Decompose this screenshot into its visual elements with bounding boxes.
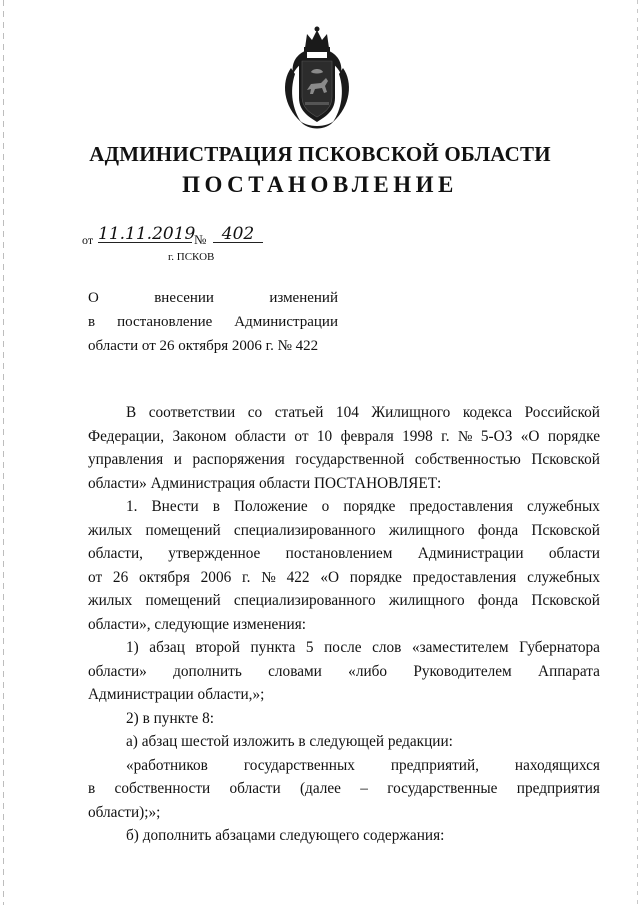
word: 104 — [335, 404, 359, 421]
body-line: 2) в пункте 8: — [126, 709, 215, 727]
word: утвержденное — [168, 545, 261, 562]
word: Законом — [172, 427, 227, 445]
word: «работников — [126, 756, 208, 774]
word: государственных — [243, 756, 355, 774]
word: со — [247, 404, 263, 421]
body-line — [88, 448, 600, 472]
word: жилых — [88, 592, 133, 609]
number-sign: № — [194, 232, 207, 247]
document-date: 11.11.2019 — [98, 224, 196, 244]
word: дополнить — [173, 662, 242, 680]
word: жилых — [88, 521, 133, 539]
word: жилищного — [388, 592, 465, 609]
word: 5 — [305, 639, 314, 656]
word: 5-ОЗ — [480, 427, 513, 445]
body-line: области» Администрация области ПОСТАНОВЛЯЕТ: — [88, 474, 442, 492]
word: Положение — [233, 498, 308, 515]
word: внесении — [154, 290, 214, 306]
from-label: от — [82, 233, 94, 247]
body-line — [88, 519, 600, 543]
word: (далее — [299, 780, 341, 797]
word: помещений — [145, 592, 221, 609]
word: 1) — [126, 639, 139, 656]
body-line — [88, 589, 600, 613]
word: Внести — [151, 498, 199, 515]
document-number: 402 — [213, 224, 263, 243]
word: от — [294, 427, 309, 445]
word: предприятий, — [390, 756, 479, 774]
word: слов — [372, 639, 402, 656]
word: служебных — [527, 568, 600, 586]
word: Российской — [524, 404, 600, 421]
word: постановлением — [285, 545, 393, 562]
word: «О — [520, 427, 540, 445]
word: 10 — [316, 427, 333, 445]
document-body — [88, 401, 600, 848]
word: Аппарата — [538, 662, 600, 680]
word: после — [324, 639, 362, 656]
organization-title: АДМИНИСТРАЦИЯ ПСКОВСКОЙ ОБЛАСТИ — [89, 142, 551, 166]
body-line — [88, 777, 600, 801]
coat-of-arms-icon — [277, 26, 357, 130]
body-line: б) дополнить абзацами следующего содержания: — [126, 827, 445, 844]
word: г. — [441, 427, 450, 445]
date-number-line — [82, 224, 282, 250]
word: февраля — [340, 427, 394, 445]
word: соответствии — [148, 404, 236, 421]
word: Жилищного — [371, 404, 451, 421]
word: № — [261, 568, 276, 586]
word: области» — [88, 662, 147, 680]
word: фонда — [477, 521, 519, 539]
word: государственные — [387, 780, 498, 797]
subject-line — [88, 286, 338, 310]
scan-edge-right — [637, 0, 638, 905]
word: области — [234, 427, 286, 445]
body-line — [88, 425, 600, 449]
word: «О — [320, 568, 340, 586]
subject-line: области от 26 октября 2006 г. № 422 — [88, 338, 319, 354]
word: – — [360, 780, 368, 797]
word: г. — [242, 568, 251, 586]
word: 26 — [112, 568, 129, 586]
word: Федерации, — [88, 427, 165, 445]
body-line — [88, 495, 600, 519]
word: статьей — [274, 404, 324, 421]
word: управления — [88, 451, 164, 468]
word: предоставления — [412, 568, 517, 586]
word: порядке — [343, 498, 396, 515]
word: предприятия — [516, 780, 600, 797]
body-line — [88, 566, 600, 590]
body-line: области», следующие изменения: — [88, 615, 306, 633]
word: от — [88, 568, 103, 586]
word: № — [457, 427, 473, 445]
word: 2006 — [200, 568, 232, 586]
word: порядке — [349, 568, 402, 586]
word: Администрации — [234, 314, 338, 330]
word: собственностью — [414, 451, 521, 468]
word: 422 — [286, 568, 310, 586]
word: жилищного — [388, 521, 465, 539]
body-line — [88, 660, 600, 684]
word: «заместителем — [411, 639, 509, 656]
word: Губернатора — [519, 639, 600, 656]
body-line: Администрации области,»; — [88, 686, 265, 703]
word: области, — [88, 545, 143, 562]
city-label: г. ПСКОВ — [168, 251, 215, 263]
word: о — [321, 498, 330, 515]
word: словами — [268, 662, 322, 680]
body-line — [88, 542, 600, 566]
scan-edge-left — [3, 0, 4, 905]
word: постановление — [117, 314, 213, 330]
word: специализированного — [233, 521, 376, 539]
word: собственности — [114, 780, 211, 797]
word: кодекса — [462, 404, 513, 421]
word: Администрации — [417, 545, 524, 562]
body-line — [88, 636, 600, 660]
body-line: а) абзац шестой изложить в следующей редакции: — [126, 733, 453, 750]
word: фонда — [477, 592, 519, 609]
subject-line — [88, 310, 338, 334]
body-line — [88, 754, 600, 778]
word: 1. — [126, 498, 138, 515]
word: находящихся — [514, 756, 600, 774]
word: области — [548, 545, 600, 562]
word: области — [229, 780, 281, 797]
word: порядке — [547, 427, 600, 445]
word: изменений — [269, 290, 338, 306]
word: служебных — [527, 498, 600, 515]
word: второй — [195, 639, 240, 656]
word: Псковской — [531, 451, 600, 468]
word: и — [173, 451, 182, 468]
word: 1998 — [402, 427, 433, 445]
word: помещений — [145, 521, 221, 539]
word: октября — [139, 568, 190, 586]
word: Псковской — [531, 521, 600, 539]
body-line — [88, 401, 600, 425]
word: специализированного — [233, 592, 376, 609]
document-type-title: ПОСТАНОВЛЕНИЕ — [182, 172, 458, 197]
subject-block — [88, 286, 338, 358]
word: в — [212, 498, 220, 515]
word: «либо — [348, 662, 388, 680]
word: В — [126, 404, 137, 421]
word: предоставления — [409, 498, 514, 515]
word: распоряжения — [192, 451, 285, 468]
body-line: области);»; — [88, 803, 161, 821]
word: государственной — [295, 451, 405, 468]
word: Псковской — [531, 592, 600, 609]
word: пункта — [250, 639, 296, 656]
word: О — [88, 290, 99, 306]
word: Руководителем — [413, 662, 512, 680]
word: в — [88, 780, 96, 797]
word: абзац — [149, 639, 185, 656]
word: в — [88, 314, 96, 330]
